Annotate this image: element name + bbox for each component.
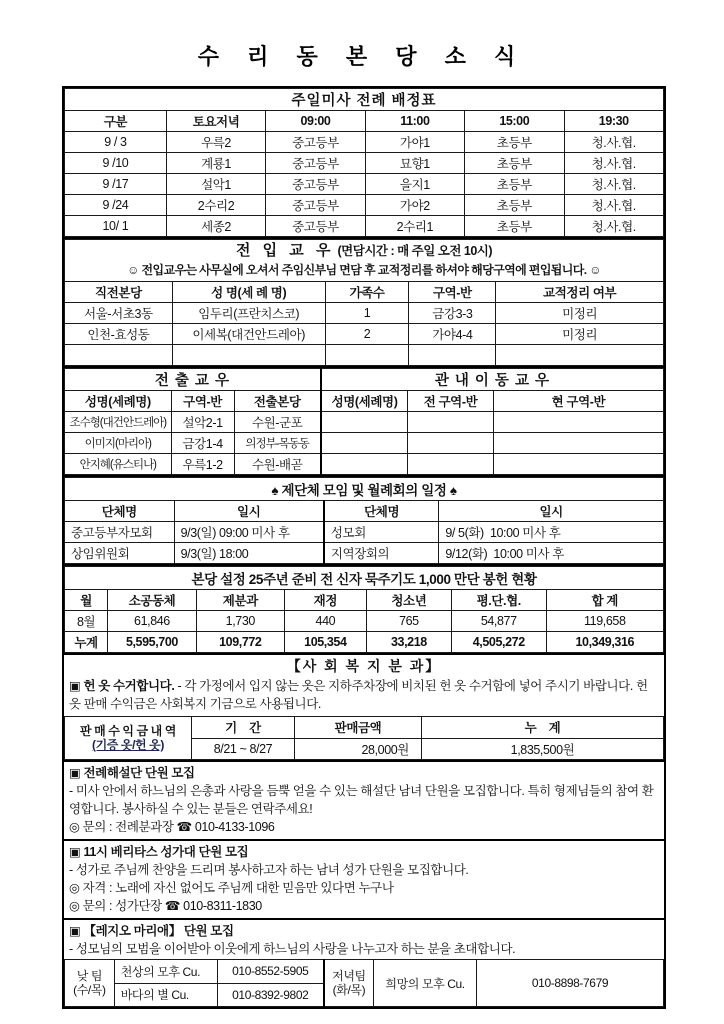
- rosary-cell: 440: [284, 611, 366, 632]
- commentator-title: ▣ 전례해설단 단원 모집: [69, 766, 195, 780]
- legio-curia-phone: 010-8392-9802: [217, 983, 324, 1007]
- mass-cell: 청.사.협.: [564, 153, 663, 174]
- legio-curia-phone: 010-8898-7679: [477, 960, 664, 1007]
- transfer-in-cell: 미정리: [496, 324, 664, 345]
- transfer-in-col-header: 교적정리 여부: [496, 282, 664, 303]
- transfer-in-subtitle: ☺ 전입교우는 사무실에 오셔서 주임신부님 면담 후 교적정리를 하셔야 해당구역에 편입됩니다. ☺: [127, 263, 601, 277]
- mass-cell: 을지1: [365, 174, 464, 195]
- transfer-in-col-header: 성 명(세 례 명): [172, 282, 325, 303]
- mass-cell: 초등부: [465, 216, 564, 237]
- transfer-out-col-header: 성명(세례명): [65, 391, 172, 412]
- sales-period: 8/21 ~ 8/27: [191, 738, 294, 760]
- mass-cell: 설악1: [166, 174, 265, 195]
- transfer-in-cell: 1: [325, 303, 409, 324]
- transfer-in-row: [65, 324, 664, 345]
- mass-col-header: 11:00: [365, 111, 464, 132]
- welfare-notice-head: ▣ 헌 옷 수거합니다.: [69, 679, 175, 693]
- mass-cell: 중고등부: [266, 174, 365, 195]
- transfer-in-cell: [65, 345, 173, 366]
- transfer-out-col-header: 구역-반: [171, 391, 234, 412]
- mass-row: [65, 132, 664, 153]
- move-within-col-header: 전 구역-반: [408, 391, 494, 412]
- page-title: 수 리 동 본 당 소 식: [197, 44, 527, 69]
- legio-line: - 성모님의 모범을 이어받아 이웃에게 하느님의 사랑을 나누고자 하는 분을 초대합니다.: [69, 942, 516, 956]
- legio-title: ▣ 【레지오 마리애】 단원 모집: [69, 924, 234, 938]
- mass-col-header: 구분: [65, 111, 167, 132]
- legio-day-team-name: 낮 팀: [76, 969, 103, 983]
- meetings-col-header: 일시: [174, 501, 324, 522]
- sales-table: [64, 716, 664, 760]
- meetings-cell: 상임위원회: [65, 543, 175, 564]
- transfer-in-cell: 2: [325, 324, 409, 345]
- rosary-row: [65, 632, 664, 653]
- mass-cell: 중고등부: [266, 195, 365, 216]
- mass-cell: 9 /24: [65, 195, 167, 216]
- mass-cell: 2수리2: [166, 195, 265, 216]
- section-legio-recruit: [64, 920, 664, 1007]
- transfer-in-table: [64, 239, 664, 366]
- mass-row: [65, 174, 664, 195]
- legio-table: [64, 959, 664, 1007]
- mass-cell: 초등부: [465, 195, 564, 216]
- meetings-col-header: 일시: [439, 501, 664, 522]
- transfer-in-cell: 가야4-4: [409, 324, 496, 345]
- rosary-cell: 109,772: [196, 632, 284, 653]
- rosary-cell: 1,730: [196, 611, 284, 632]
- rosary-title: 본당 설정 25주년 준비 전 신자 묵주기도 1,000 만단 봉헌 현황: [65, 567, 664, 590]
- transfer-out-move-row: [65, 454, 664, 475]
- transfer-out-cell: 이미지(마리아): [65, 433, 172, 454]
- legio-text-block: [64, 920, 664, 959]
- move-within-col-header: 성명(세례명): [321, 391, 408, 412]
- mass-cell: 청.사.협.: [564, 132, 663, 153]
- section-transfer-in: [64, 239, 664, 368]
- meetings-cell: 성모회: [324, 522, 439, 543]
- transfer-out-cell: 수원-군포: [234, 412, 321, 433]
- mass-col-header: 15:00: [465, 111, 564, 132]
- transfer-in-cell: 임두리(프란치스코): [172, 303, 325, 324]
- sales-label-cell: [65, 717, 192, 760]
- rosary-table: [64, 566, 664, 653]
- section-welfare: [64, 655, 664, 762]
- mass-col-header: 09:00: [266, 111, 365, 132]
- legio-curia-name: 희망의 모후 Cu.: [374, 960, 477, 1007]
- rosary-cell: 54,877: [451, 611, 546, 632]
- transfer-in-row: [65, 345, 664, 366]
- move-within-title: 관 내 이 동 교 우: [321, 369, 664, 391]
- mass-cell: 계룡1: [166, 153, 265, 174]
- rosary-cell: 765: [366, 611, 451, 632]
- welfare-notice: [64, 677, 664, 716]
- move-within-cell: [493, 433, 663, 454]
- rosary-col-header: 소공동체: [108, 590, 197, 611]
- rosary-cell: 8월: [65, 611, 108, 632]
- meetings-cell: 9/3(일) 09:00 미사 후: [174, 522, 324, 543]
- meetings-col-header: 단체명: [65, 501, 175, 522]
- meetings-row: [65, 543, 664, 564]
- transfer-out-move-row: [65, 412, 664, 433]
- mass-cell: 초등부: [465, 174, 564, 195]
- transfer-in-cell: [172, 345, 325, 366]
- sales-col-header: 판매금액: [295, 717, 422, 739]
- sales-col-header: 누 계: [421, 717, 663, 739]
- move-within-cell: [321, 412, 408, 433]
- transfer-out-cell: 설악2-1: [171, 412, 234, 433]
- mass-cell: 가야2: [365, 195, 464, 216]
- mass-cell: 청.사.협.: [564, 174, 663, 195]
- transfer-out-col-header: 전출본당: [234, 391, 321, 412]
- mass-row: [65, 216, 664, 237]
- welfare-notice-body: - 각 가정에서 입지 않는 옷은 지하주차장에 비치된 헌 옷 수거함에 넣어 주시기 바랍니다. 헌 옷 판매 수익금은 사회복지 기금으로 사용됩니다.: [69, 679, 648, 711]
- transfer-in-title: 전 입 교 우: [235, 242, 335, 259]
- move-within-col-header: 현 구역-반: [493, 391, 663, 412]
- legio-row: [65, 960, 664, 984]
- section-commentator-recruit: [64, 762, 664, 841]
- rosary-cell: 33,218: [366, 632, 451, 653]
- section-transfer-out-move: [64, 368, 664, 477]
- legio-day-team-days: (수/목): [73, 983, 106, 997]
- rosary-cell: 누계: [65, 632, 108, 653]
- mass-cell: 우륵2: [166, 132, 265, 153]
- mass-cell: 9 / 3: [65, 132, 167, 153]
- mass-cell: 9 /17: [65, 174, 167, 195]
- mass-cell: 초등부: [465, 132, 564, 153]
- meetings-header-row: [65, 501, 664, 522]
- meetings-title: ♠ 제단체 모임 및 월례회의 일정 ♠: [65, 478, 664, 501]
- rosary-cell: 4,505,272: [451, 632, 546, 653]
- bulletin-sheet: [62, 86, 666, 1009]
- transfer-in-row: [65, 303, 664, 324]
- transfer-in-title-note: (면담시간 : 매 주일 오전 10시): [337, 244, 493, 258]
- commentator-contact-line: ◎ 문의 : 전례분과장 ☎ 010-4133-1096: [69, 820, 275, 834]
- meetings-col-header: 단체명: [324, 501, 439, 522]
- transfer-out-move-table: [64, 368, 664, 475]
- mass-cell: 10/ 1: [65, 216, 167, 237]
- meetings-row: [65, 522, 664, 543]
- rosary-col-header: 제분과: [196, 590, 284, 611]
- sales-total: 1,835,500원: [421, 738, 663, 760]
- mass-cell: 중고등부: [266, 132, 365, 153]
- mass-schedule-table: [64, 88, 664, 237]
- transfer-in-cell: 금강3-3: [409, 303, 496, 324]
- choir-line: - 성가로 주님께 찬양을 드리며 봉사하고자 하는 남녀 성가 단원을 모집합니다.: [69, 863, 469, 877]
- meetings-table: [64, 477, 664, 564]
- meetings-cell: 9/12(화) 10:00 미사 후: [439, 543, 664, 564]
- transfer-in-title-line: [67, 241, 661, 261]
- rosary-cell: 119,658: [546, 611, 663, 632]
- welfare-notice-text: [69, 677, 659, 713]
- mass-col-header: 19:30: [564, 111, 663, 132]
- move-within-cell: [321, 433, 408, 454]
- sales-col-header: 기 간: [191, 717, 294, 739]
- rosary-row: [65, 611, 664, 632]
- meetings-cell: 지역장회의: [324, 543, 439, 564]
- welfare-section-title: 【사 회 복 지 분 과】: [286, 658, 442, 674]
- legio-curia-name: 바다의 별 Cu.: [114, 983, 217, 1007]
- legio-day-team-label: [65, 960, 115, 1007]
- transfer-out-move-row: [65, 433, 664, 454]
- legio-curia-name: 천상의 모후 Cu.: [114, 960, 217, 984]
- commentator-line: - 미사 안에서 하느님의 은총과 사랑을 듬뿍 얻을 수 있는 해설단 남녀 단원을 모집합니다. 특히 형제님들의 참여 환영합니다. 봉사하실 수 있는 분들은 연락주세요!: [69, 784, 654, 816]
- legio-evening-team-days: (화/목): [332, 983, 366, 997]
- mass-col-header: 토요저녁: [166, 111, 265, 132]
- rosary-cell: 105,354: [284, 632, 366, 653]
- choir-qualification-line: ◎ 자격 : 노래에 자신 없어도 주님께 대한 믿음만 있다면 누구나: [69, 881, 394, 895]
- transfer-in-title-block: [65, 240, 664, 282]
- sales-label-line1: 판 매 수 익 금 내 역: [80, 724, 176, 738]
- rosary-col-header: 재정: [284, 590, 366, 611]
- transfer-in-cell: 이세복(대건안드레아): [172, 324, 325, 345]
- transfer-in-col-header: 구역-반: [409, 282, 496, 303]
- transfer-out-cell: 조수형(대건안드레아): [65, 412, 172, 433]
- section-rosary: [64, 566, 664, 655]
- rosary-header-row: [65, 590, 664, 611]
- mass-cell: 세종2: [166, 216, 265, 237]
- transfer-in-cell: 인천-효성동: [65, 324, 173, 345]
- transfer-in-cell: 서울-서초3동: [65, 303, 173, 324]
- mass-cell: 청.사.협.: [564, 216, 663, 237]
- transfer-out-move-header-row: [65, 391, 664, 412]
- transfer-in-cell: [496, 345, 664, 366]
- transfer-out-cell: 의정부-목동동: [234, 433, 321, 454]
- mass-cell: 청.사.협.: [564, 195, 663, 216]
- transfer-out-cell: 금강1-4: [171, 433, 234, 454]
- section-mass-schedule: [64, 88, 664, 239]
- choir-contact-line: ◎ 문의 : 성가단장 ☎ 010-8311-1830: [69, 899, 262, 913]
- move-within-cell: [493, 454, 663, 475]
- rosary-cell: 10,349,316: [546, 632, 663, 653]
- mass-cell: 초등부: [465, 153, 564, 174]
- move-within-cell: [408, 412, 494, 433]
- transfer-out-cell: 우륵1-2: [171, 454, 234, 475]
- mass-header-row: [65, 111, 664, 132]
- transfer-out-cell: 수원-배곧: [234, 454, 321, 475]
- mass-cell: 가야1: [365, 132, 464, 153]
- choir-title: ▣ 11시 베리타스 성가대 단원 모집: [69, 845, 249, 859]
- transfer-in-cell: [409, 345, 496, 366]
- mass-table-title: 주일미사 전례 배정표: [65, 89, 664, 111]
- section-meetings: [64, 477, 664, 566]
- transfer-in-cell: [325, 345, 409, 366]
- rosary-cell: 5,595,700: [108, 632, 197, 653]
- transfer-in-col-header: 직전본당: [65, 282, 173, 303]
- meetings-cell: 9/3(일) 18:00: [174, 543, 324, 564]
- sales-label-line2: (기증 옷/헌 옷): [92, 738, 164, 752]
- section-choir-recruit: [64, 841, 664, 920]
- mass-cell: 묘향1: [365, 153, 464, 174]
- meetings-cell: 중고등부자모회: [65, 522, 175, 543]
- move-within-cell: [408, 454, 494, 475]
- legio-evening-team-name: 저녁팀: [332, 969, 366, 983]
- mass-cell: 2수리1: [365, 216, 464, 237]
- mass-row: [65, 195, 664, 216]
- transfer-out-cell: 안지혜(유스티나): [65, 454, 172, 475]
- mass-cell: 중고등부: [266, 153, 365, 174]
- meetings-cell: 9/ 5(화) 10:00 미사 후: [439, 522, 664, 543]
- transfer-out-title: 전 출 교 우: [65, 369, 321, 391]
- legio-evening-team-label: [324, 960, 374, 1007]
- transfer-in-cell: 미정리: [496, 303, 664, 324]
- mass-row: [65, 153, 664, 174]
- move-within-cell: [493, 412, 663, 433]
- rosary-col-header: 합 계: [546, 590, 663, 611]
- sales-amount: 28,000원: [295, 738, 422, 760]
- transfer-in-col-header: 가족수: [325, 282, 409, 303]
- rosary-col-header: 평.단.협.: [451, 590, 546, 611]
- mass-cell: 중고등부: [266, 216, 365, 237]
- mass-cell: 9 /10: [65, 153, 167, 174]
- transfer-in-header-row: [65, 282, 664, 303]
- move-within-cell: [408, 433, 494, 454]
- rosary-col-header: 월: [65, 590, 108, 611]
- move-within-cell: [321, 454, 408, 475]
- rosary-cell: 61,846: [108, 611, 197, 632]
- rosary-col-header: 청소년: [366, 590, 451, 611]
- sales-header-row: [65, 717, 664, 739]
- legio-curia-phone: 010-8552-5905: [217, 960, 324, 984]
